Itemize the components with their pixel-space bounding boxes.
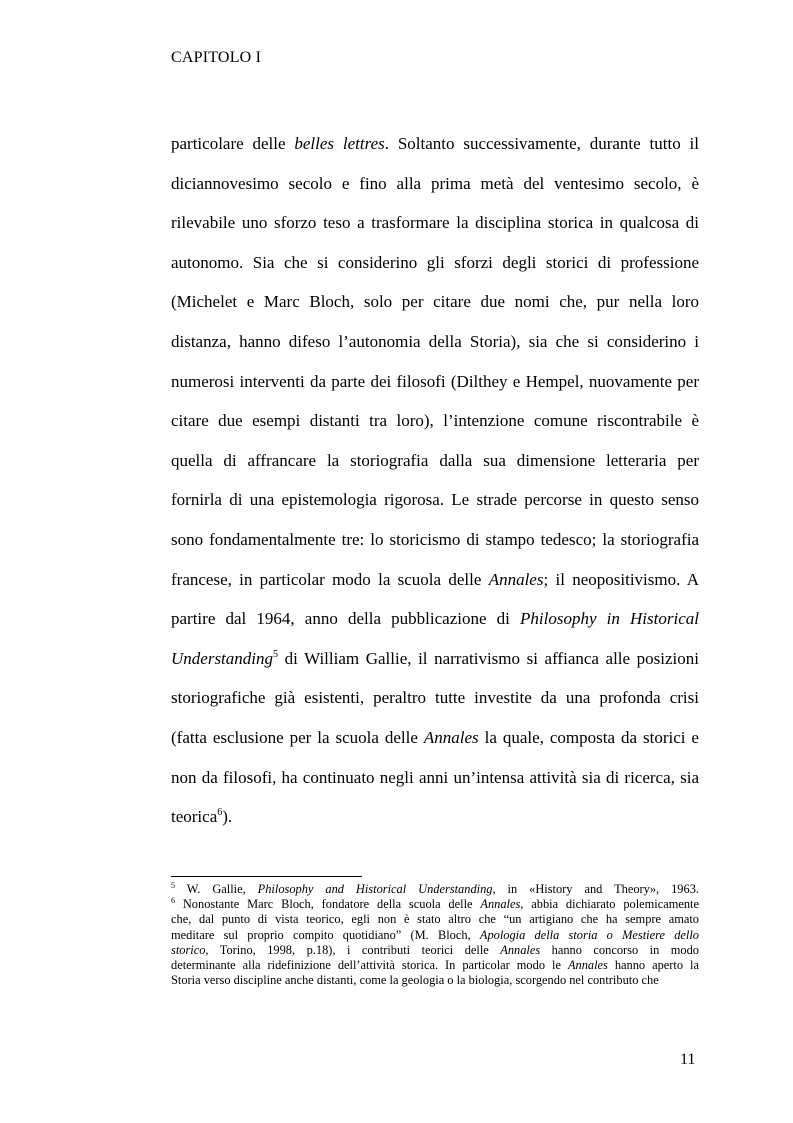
text-run: hanno concorso in modo <box>540 942 699 957</box>
paragraph-line <box>171 486 699 526</box>
text-run: quella di affrancare la storiografia dalla sua dimensione letteraria per <box>171 450 699 470</box>
paragraph-line <box>171 764 699 804</box>
paragraph-line <box>171 209 699 249</box>
footnote-line <box>171 912 699 927</box>
page-number: 11 <box>680 1051 696 1068</box>
text-run: non da filosofi, ha continuato negli anni un’intensa attività sia di ricerca, sia <box>171 767 699 787</box>
text-run: francese, in particolar modo la scuola delle <box>171 569 489 589</box>
paragraph-line <box>171 368 699 408</box>
paragraph-line <box>171 803 699 843</box>
text-run: citare due esempi distanti tra loro), l’intenzione comune riscontrabile è <box>171 411 699 431</box>
footnote-marker: 6 <box>217 807 223 819</box>
paragraph-line <box>171 645 699 685</box>
text-run: hanno aperto la <box>607 957 699 972</box>
paragraph-line <box>171 130 699 170</box>
footnote-marker: 5 <box>273 648 278 660</box>
paragraph-line <box>171 566 699 606</box>
italic-text: Annales <box>423 727 479 747</box>
paragraph-line <box>171 526 699 566</box>
text-run: particolare delle <box>171 134 295 153</box>
text-run: (fatta esclusione per la scuola delle <box>171 727 424 747</box>
footnote-line <box>171 943 699 958</box>
italic-text: belles lettres <box>294 134 385 153</box>
italic-text: Annales <box>488 569 544 589</box>
running-header: CAPITOLO I <box>171 49 262 66</box>
footnote-line <box>171 882 699 897</box>
text-run: numerosi interventi da parte dei filosofi (Dilthey e Hempel, nuovamente per <box>171 371 699 391</box>
footnote-marker: 6 <box>171 896 175 906</box>
italic-text: Annales <box>480 897 521 912</box>
text-run: sono fondamentalmente tre: lo storicismo di stampo tedesco; la storiografia <box>171 529 699 549</box>
body-text <box>171 130 699 843</box>
text-run: Nonostante Marc Bloch, fondatore della scuola delle <box>175 897 481 912</box>
text-run: meditare sul proprio compito quotidiano” (M. Bloch, <box>171 927 480 942</box>
text-run: , abbia dichiarato polemicamente <box>520 897 700 912</box>
footnote-line <box>171 928 699 943</box>
text-run: partire dal 1964, anno della pubblicazione di <box>171 609 521 629</box>
italic-text: Annales <box>567 957 608 972</box>
paragraph-line <box>171 724 699 764</box>
italic-text: Annales <box>500 942 541 957</box>
text-run: , Torino, 1998, p.18), i contributi teorici delle <box>205 942 501 957</box>
paragraph-line <box>171 288 699 328</box>
footnote-line <box>171 973 699 988</box>
text-run: ). <box>222 807 233 827</box>
text-run: fornirla di una epistemologia rigorosa. Le strade percorse in questo senso <box>171 490 699 510</box>
italic-text: Philosophy in Historical <box>520 609 699 629</box>
paragraph-line <box>171 605 699 645</box>
footnote-line <box>171 958 699 973</box>
text-run: che, dal punto di vista teorico, egli non è stato altro che “un artigiano che ha sempre amato <box>171 912 699 927</box>
footnote-line <box>171 897 699 912</box>
text-run: (Michelet e Marc Bloch, solo per citare due nomi che, pur nella loro <box>171 292 699 312</box>
italic-text: Understanding <box>171 648 273 668</box>
footnotes <box>171 882 699 988</box>
footnote-separator <box>171 876 362 877</box>
text-run: determinante alla ridefinizione dell’attività storica. In particolar modo le <box>171 957 568 972</box>
text-run: diciannovesimo secolo e fino alla prima metà del ventesimo secolo, è <box>171 173 699 193</box>
paragraph-line <box>171 407 699 447</box>
italic-text: Philosophy and Historical Understanding <box>257 882 493 896</box>
footnote-marker: 5 <box>171 881 175 890</box>
text-run: autonomo. Sia che si considerino gli sforzi degli storici di professione <box>171 252 699 272</box>
text-run: distanza, hanno difeso l’autonomia della Storia), sia che si considerino i <box>171 331 699 351</box>
text-run: storiografiche già esistenti, peraltro tutte investite da una profonda crisi <box>171 688 699 708</box>
text-run: , in «History and Theory», 1963. <box>492 882 699 896</box>
text-run: . Soltanto successivamente, durante tutto il <box>384 134 699 153</box>
text-run: W. Gallie, <box>175 882 258 896</box>
paragraph-line <box>171 328 699 368</box>
text-run: di William Gallie, il narrativismo si affianca alle posizioni <box>278 648 699 668</box>
text-run: ; il neopositivismo. A <box>543 569 699 589</box>
italic-text: Apologia della storia o Mestiere dello <box>479 927 699 942</box>
text-run: Storia verso discipline anche distanti, come la geologia o la biologia, scorgendo nel contributo che <box>171 973 659 988</box>
text-run: teorica <box>171 807 218 827</box>
italic-text: storico <box>171 942 206 957</box>
paragraph-line <box>171 684 699 724</box>
text-run: la quale, composta da storici e <box>478 727 699 747</box>
paragraph-line <box>171 447 699 487</box>
text-run: rilevabile uno sforzo teso a trasformare la disciplina storica in qualcosa di <box>171 213 699 233</box>
paragraph-line <box>171 249 699 289</box>
paragraph-line <box>171 170 699 210</box>
